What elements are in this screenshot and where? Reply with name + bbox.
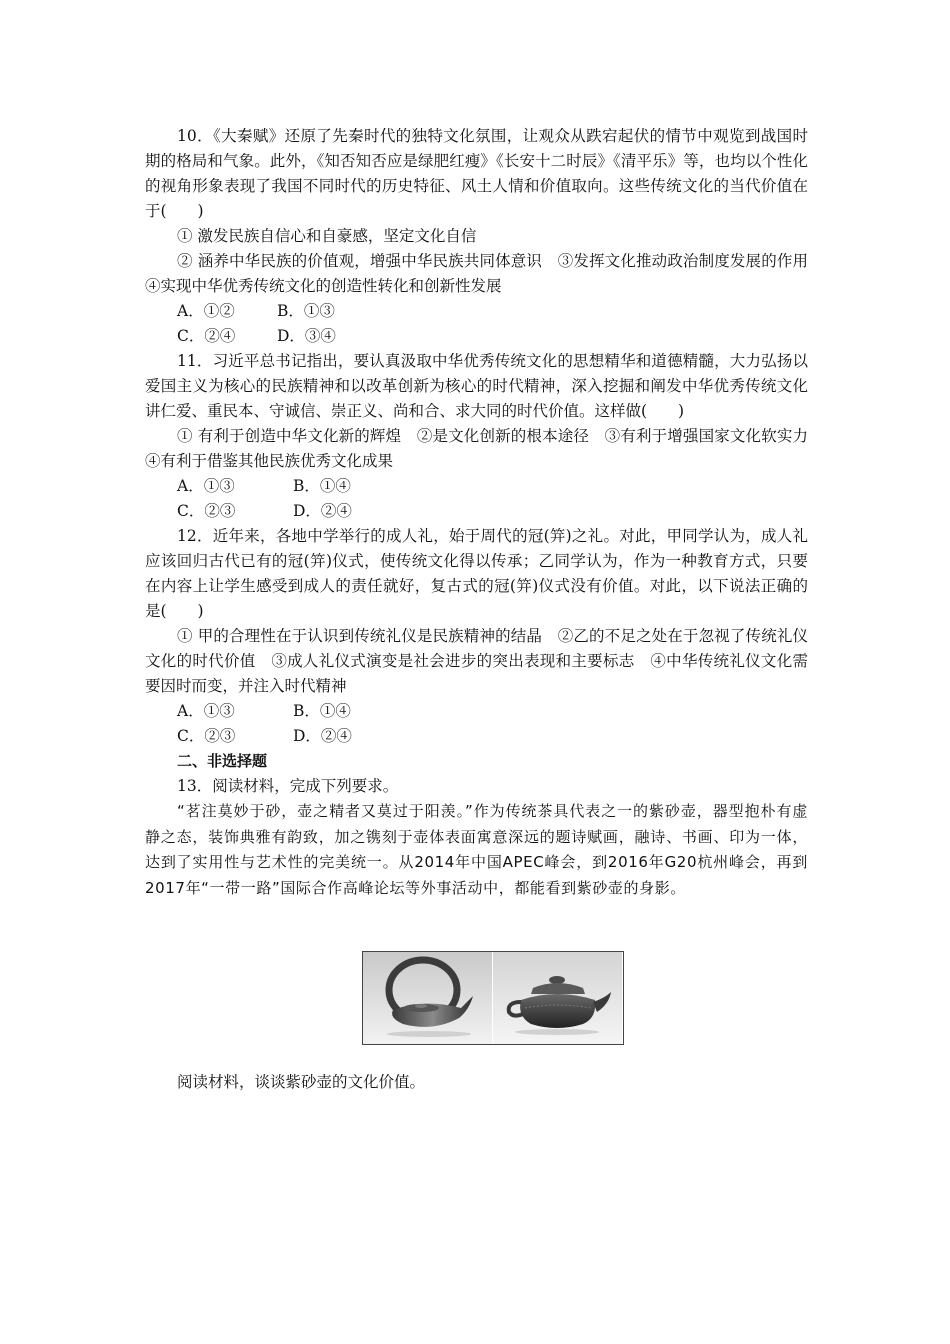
q11-option-d[interactable]: D．②④: [293, 502, 352, 520]
teapot-carved-image: [493, 952, 622, 1044]
q10-options-row-1: [145, 299, 808, 324]
q13-task-area: [145, 1070, 808, 1095]
q11-options-row-1: [145, 474, 808, 499]
q11-options-row-2: [145, 499, 808, 524]
q13-material: “茗注莫妙于砂，壶之精者又莫过于阳羡。”作为传统茶具代表之一的紫砂壶，器型抱朴有虚静之态，装饰典雅有韵致，加之镌刻于壶体表面寓意深远的题诗赋画，融诗、书画、印为一体，达到了实用性与艺术性的完美统一。从2014年中国APEC峰会，到2016年G20杭州峰会，再到2017年“一带一路”国际合作高峰论坛等外事活动中，都能看到紫砂壶的身影。: [145, 802, 808, 897]
q12-option-d[interactable]: D．②④: [293, 727, 352, 745]
teapot-photo-right: [492, 952, 622, 1044]
teapot-photos: [362, 951, 624, 1045]
teapot-photo-left: [363, 952, 492, 1044]
q10-options-row-2: [145, 324, 808, 349]
q11-statements: ① 有利于创造中华文化新的辉煌 ②是文化创新的根本途径 ③有利于增强国家文化软实力 ④有利于借鉴其他民族优秀文化成果: [145, 427, 824, 470]
q12-option-a[interactable]: A．①③: [177, 702, 235, 720]
q12-options-row-1: [145, 699, 808, 724]
q10-option-c[interactable]: C．②④: [177, 327, 236, 345]
q10-stem: 10．《大秦赋》还原了先秦时代的独特文化氛围，让观众从跌宕起伏的情节中观览到战国时期的格局和气象。此外，《知否知否应是绿肥红瘦》《长安十二时辰》《清平乐》等，也均以个性化的视角形象表现了我国不同时代的历史特征、风土人情和价值取向。这些传统文化的当代价值在于( ): [145, 127, 808, 220]
q10-statement-1: ① 激发民族自信心和自豪感，坚定文化自信: [177, 227, 477, 245]
section-heading-non-choice: 二、非选择题: [177, 752, 268, 770]
q13-task: 阅读材料，谈谈紫砂壶的文化价值。: [177, 1073, 426, 1091]
q11-stem: 11．习近平总书记指出，要认真汲取中华优秀传统文化的思想精华和道德精髓，大力弘扬以爱国主义为核心的民族精神和以改革创新为核心的时代精神，深入挖掘和阐发中华优秀传统文化讲仁爱、重民本、守诚信、崇正义、尚和合、求大同的时代价值。这样做( ): [145, 352, 808, 420]
q12-option-c[interactable]: C．②③: [177, 727, 236, 745]
q12-option-b[interactable]: B．①④: [293, 702, 351, 720]
q11-option-a[interactable]: A．①③: [177, 477, 235, 495]
q10-statement-2: ② 涵养中华民族的价值观，增强中华民族共同体意识 ③发挥文化推动政治制度发展的作用 ④实现中华优秀传统文化的创造性转化和创新性发展: [145, 252, 824, 295]
question-sheet: [145, 124, 824, 901]
q12-stem: 12．近年来，各地中学举行的成人礼，始于周代的冠(笄)之礼。对此，甲同学认为，成人礼应该回归古代已有的冠(笄)仪式，使传统文化得以传承；乙同学认为，作为一种教育方式，只要在内容上让学生感受到成人的责任就好，复古式的冠(笄)仪式没有价值。对此，以下说法正确的是( ): [145, 527, 808, 620]
q10-option-b[interactable]: B．①③: [277, 302, 335, 320]
q13-stem: 13．阅读材料，完成下列要求。: [177, 777, 399, 795]
q12-options-row-2: [145, 724, 808, 749]
teapot-ring-handle-image: [363, 952, 492, 1044]
q10-option-d[interactable]: D．③④: [277, 327, 336, 345]
q11-option-c[interactable]: C．②③: [177, 502, 236, 520]
q10-option-a[interactable]: A．①②: [177, 302, 235, 320]
q11-option-b[interactable]: B．①④: [293, 477, 351, 495]
q12-statements: ① 甲的合理性在于认识到传统礼仪是民族精神的结晶 ②乙的不足之处在于忽视了传统礼仪文化的时代价值 ③成人礼仪式演变是社会进步的突出表现和主要标志 ④中华传统礼仪文化需要因时而变，并注入时代精神: [145, 627, 808, 695]
